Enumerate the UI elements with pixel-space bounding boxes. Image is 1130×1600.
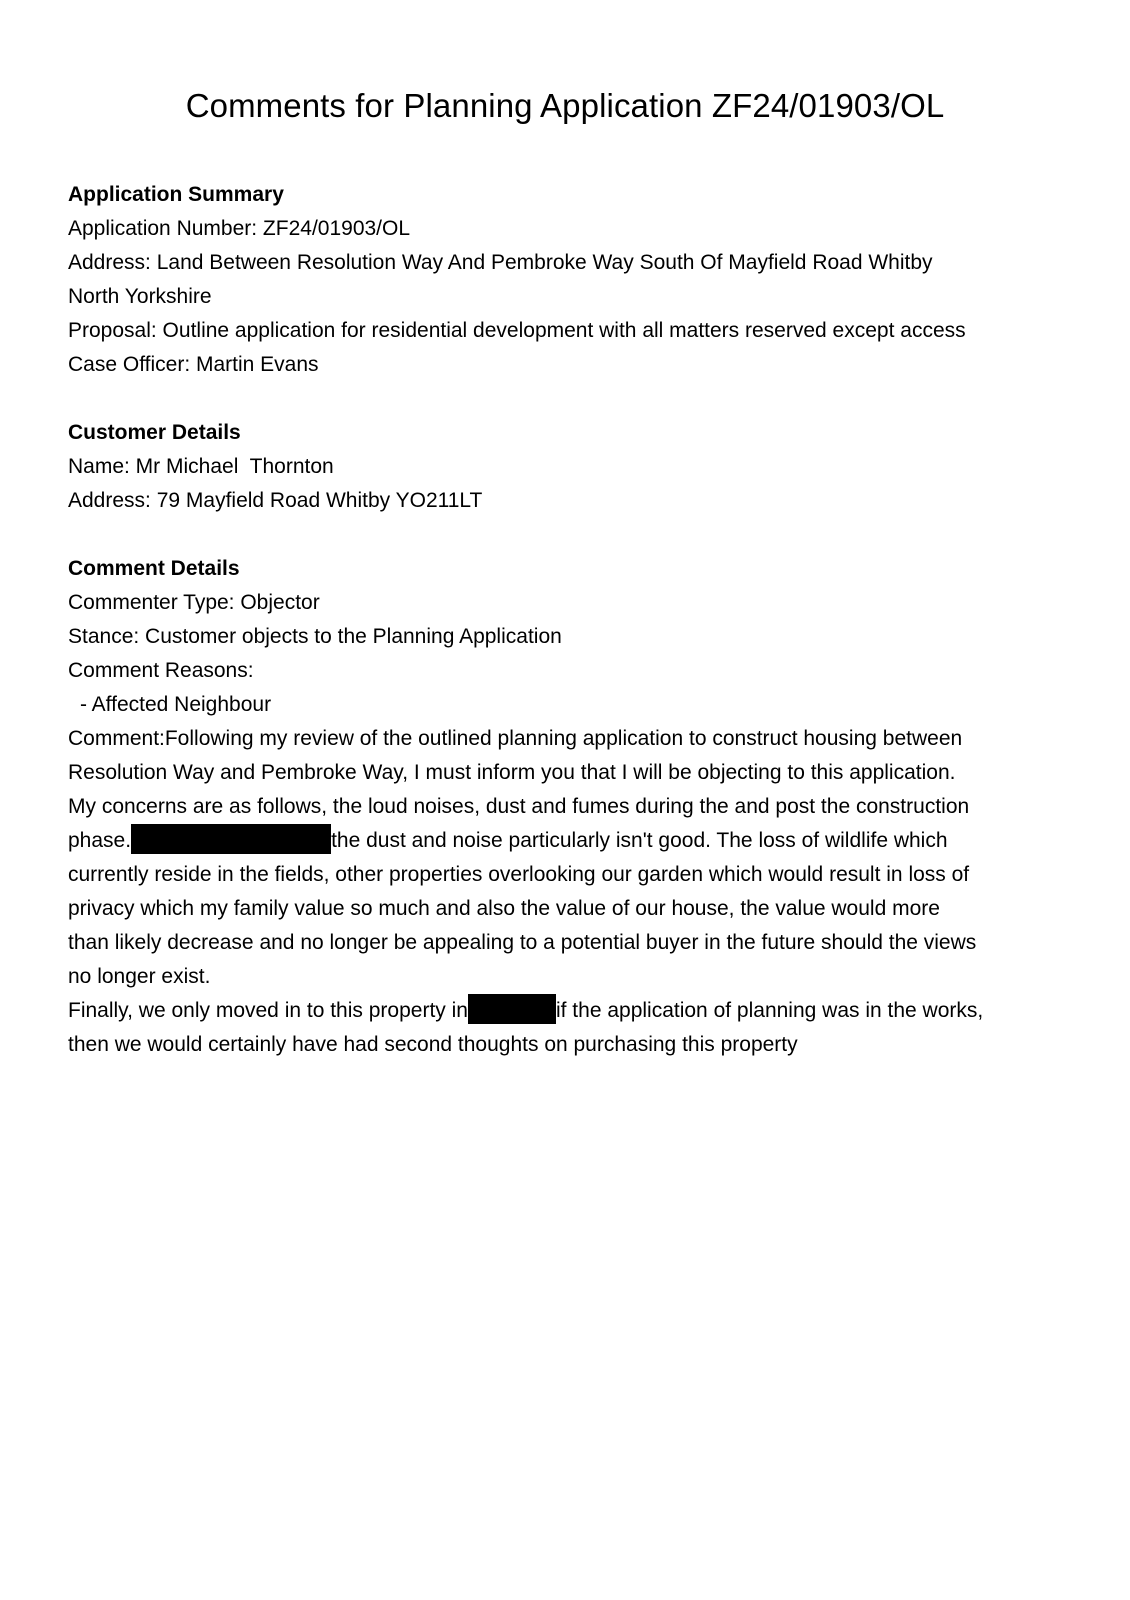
comment-text-line: My concerns are as follows, the loud noises, dust and fumes during the and post the construction xyxy=(68,795,970,818)
application-number: Application Number: ZF24/01903/OL xyxy=(68,217,411,240)
comment-details-heading: Comment Details xyxy=(68,557,240,580)
comment-text-segment: if the application of planning was in the works, xyxy=(555,999,984,1022)
customer-details-heading: Customer Details xyxy=(68,421,241,444)
comment-text-line: privacy which my family value so much and also the value of our house, the value would more xyxy=(68,897,940,920)
customer-address: Address: 79 Mayfield Road Whitby YO211LT xyxy=(68,489,483,512)
comment-text-line xyxy=(68,824,1068,858)
comment-text-segment: Finally, we only moved in to this property in xyxy=(68,999,468,1022)
comment-text-line: then we would certainly have had second thoughts on purchasing this property xyxy=(68,1033,798,1056)
comment-stance: Stance: Customer objects to the Planning Application xyxy=(68,625,562,648)
application-proposal: Proposal: Outline application for residential development with all matters reserved except access xyxy=(68,319,966,342)
application-summary-heading: Application Summary xyxy=(68,183,284,206)
redaction-block xyxy=(468,994,556,1024)
application-address-line-1: Address: Land Between Resolution Way And Pembroke Way South Of Mayfield Road Whitby xyxy=(68,251,933,274)
customer-name: Name: Mr Michael Thornton xyxy=(68,455,334,478)
document-body xyxy=(68,178,1068,1062)
comment-text-segment: phase. xyxy=(68,829,132,852)
comment-text-line: Comment:Following my review of the outlined planning application to construct housing between xyxy=(68,727,963,750)
page-title: Comments for Planning Application ZF24/01903/OL xyxy=(185,87,945,124)
comment-text-segment: the dust and noise particularly isn't good. The loss of wildlife which xyxy=(331,829,948,852)
application-address-line-2: North Yorkshire xyxy=(68,285,212,308)
commenter-type: Commenter Type: Objector xyxy=(68,591,320,614)
comment-text-line xyxy=(68,994,1068,1028)
comment-reason-item: - Affected Neighbour xyxy=(80,693,272,716)
redaction-block xyxy=(131,824,331,854)
comment-text-line: no longer exist. xyxy=(68,965,211,988)
section-spacer xyxy=(68,382,1068,416)
comment-text-line: currently reside in the fields, other properties overlooking our garden which would result in loss of xyxy=(68,863,970,886)
comment-text-line: than likely decrease and no longer be appealing to a potential buyer in the future should the views xyxy=(68,931,977,954)
comment-reasons-label: Comment Reasons: xyxy=(68,659,254,682)
application-case-officer: Case Officer: Martin Evans xyxy=(68,353,319,376)
comment-text-line: Resolution Way and Pembroke Way, I must inform you that I will be objecting to this application. xyxy=(68,761,956,784)
section-spacer xyxy=(68,518,1068,552)
